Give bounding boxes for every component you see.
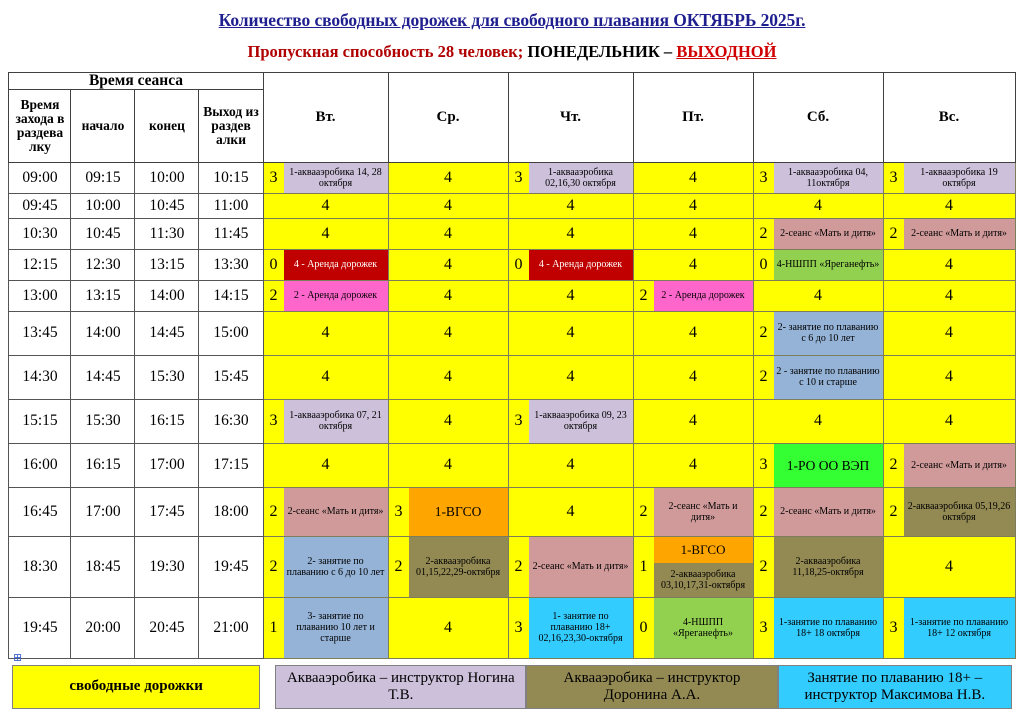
time-end: 20:45 [135, 597, 199, 658]
event-label[interactable]: 1-аквааэробика 19 октября [904, 163, 1015, 193]
time-end: 17:45 [135, 487, 199, 536]
time-end: 10:00 [135, 162, 199, 193]
cell-sat[interactable] [753, 311, 883, 355]
col-header-entry-time: Время заходa в раздева лку [9, 89, 71, 162]
time-entry: 16:00 [9, 443, 71, 487]
cell-wed[interactable] [388, 249, 508, 280]
cell-sun[interactable] [883, 249, 1015, 280]
cell-sat[interactable] [753, 399, 883, 443]
free-lanes-count: 4 [634, 163, 753, 193]
event-label[interactable]: 4-НШПП «Яреганефть» [774, 250, 883, 280]
free-lanes-count: 2 [884, 444, 904, 487]
free-lanes-count: 4 [389, 356, 508, 399]
time-exit: 11:00 [199, 193, 263, 218]
cell-sat[interactable] [753, 280, 883, 311]
cell-sat[interactable] [753, 193, 883, 218]
cell-sun[interactable] [883, 162, 1015, 193]
event-label[interactable]: 1-аквааэробика 07, 21 октября [284, 400, 388, 443]
event-label[interactable]: 2 - Аренда дорожек [284, 281, 388, 311]
cell-fri[interactable] [633, 249, 753, 280]
cell-thu[interactable] [508, 193, 633, 218]
cell-sat[interactable] [753, 249, 883, 280]
free-lanes-count: 1 [264, 598, 284, 658]
cell-fri[interactable] [633, 597, 753, 658]
table-row [9, 597, 1015, 658]
free-lanes-count: 4 [754, 194, 883, 218]
cell-fri[interactable] [633, 193, 753, 218]
time-end: 17:00 [135, 443, 199, 487]
free-lanes-count: 3 [264, 163, 284, 193]
cell-thu[interactable] [508, 280, 633, 311]
dayoff-text: ВЫХОДНОЙ [676, 42, 777, 61]
legend-item-aquaaerobics-doronina: Аквааэробика – инструктор Доронина А.А. [526, 665, 777, 709]
free-lanes-count: 4 [634, 312, 753, 355]
cell-fri[interactable] [633, 162, 753, 193]
free-lanes-count: 4 [389, 219, 508, 249]
free-lanes-count: 4 [884, 250, 1015, 280]
cell-tue[interactable] [263, 280, 388, 311]
free-lanes-count: 4 [634, 444, 753, 487]
free-lanes-count: 2 [264, 537, 284, 597]
free-lanes-count: 4 [389, 163, 508, 193]
time-end: 19:30 [135, 536, 199, 597]
cell-sat[interactable] [753, 487, 883, 536]
day-header-wed: Ср. [388, 73, 508, 163]
event-label[interactable]: 2-аквааэробика 11,18,25-октября [774, 537, 883, 597]
time-start: 13:15 [71, 280, 135, 311]
free-lanes-count: 4 [389, 250, 508, 280]
free-lanes-count: 4 [264, 444, 388, 487]
cell-wed[interactable] [388, 218, 508, 249]
time-start: 16:15 [71, 443, 135, 487]
free-lanes-count: 2 [509, 537, 529, 597]
cell-sun[interactable] [883, 443, 1015, 487]
time-entry: 09:45 [9, 193, 71, 218]
event-label[interactable]: 2-сеанс «Мать и дитя» [904, 219, 1015, 249]
free-lanes-count: 2 [754, 356, 774, 399]
time-start: 18:45 [71, 536, 135, 597]
cell-sat[interactable] [753, 218, 883, 249]
event-label[interactable]: 2 - Аренда дорожек [654, 281, 753, 311]
free-lanes-count: 4 [389, 312, 508, 355]
capacity-text: Пропускная способность 28 человек; [247, 42, 524, 61]
legend-item-aquaaerobics-nogina: Аквааэробика – инструктор Ногина Т.В. [275, 665, 526, 709]
free-lanes-count: 4 [754, 400, 883, 443]
time-entry: 15:15 [9, 399, 71, 443]
free-lanes-count: 1 [634, 537, 654, 597]
event-label[interactable]: 4 - Аренда дорожек [529, 250, 633, 280]
free-lanes-count: 4 [389, 598, 508, 658]
free-lanes-count: 4 [634, 250, 753, 280]
monday-text: ПОНЕДЕЛЬНИК – [523, 42, 677, 61]
time-start: 17:00 [71, 487, 135, 536]
free-lanes-count: 2 [884, 488, 904, 536]
page-title: Количество свободных дорожек для свободного плавания ОКТЯБРЬ 2025г. [218, 10, 806, 30]
cell-wed[interactable] [388, 399, 508, 443]
time-exit: 17:15 [199, 443, 263, 487]
time-entry: 14:30 [9, 355, 71, 399]
col-header-end: конец [135, 89, 199, 162]
cell-fri[interactable] [633, 487, 753, 536]
cell-wed[interactable] [388, 443, 508, 487]
cell-tue[interactable] [263, 355, 388, 399]
cell-wed[interactable] [388, 162, 508, 193]
free-lanes-count: 2 [754, 312, 774, 355]
free-lanes-count: 4 [264, 356, 388, 399]
free-lanes-count: 2 [754, 219, 774, 249]
time-exit: 15:45 [199, 355, 263, 399]
cell-thu[interactable] [508, 218, 633, 249]
time-exit: 13:30 [199, 249, 263, 280]
time-entry: 13:45 [9, 311, 71, 355]
cell-sat[interactable] [753, 355, 883, 399]
col-header-exit-time: Выход из раздев алки [199, 89, 263, 162]
event-label[interactable]: 1-аквааэробика 09, 23 октября [529, 400, 633, 443]
time-exit: 21:00 [199, 597, 263, 658]
event-label[interactable]: 1- занятие по плаванию 18+ 02,16,23,30-октября [529, 598, 633, 658]
time-exit: 15:00 [199, 311, 263, 355]
free-lanes-count: 3 [509, 400, 529, 443]
event-stack [654, 537, 753, 597]
event-label[interactable]: 1-занятие по плаванию 18+ 12 октября [904, 598, 1015, 658]
event-label[interactable]: 2-сеанс «Мать и дитя» [904, 444, 1015, 487]
cell-fri[interactable] [633, 399, 753, 443]
event-label[interactable]: 2-аквааэробика 03,10,17,31-октября [654, 563, 753, 597]
corner-marker: ⊞ [13, 651, 23, 664]
day-header-sun: Вс. [883, 73, 1015, 163]
cell-tue[interactable] [263, 536, 388, 597]
free-lanes-count: 2 [264, 281, 284, 311]
free-lanes-count: 4 [884, 281, 1015, 311]
cell-thu[interactable] [508, 487, 633, 536]
cell-sun[interactable] [883, 536, 1015, 597]
event-label[interactable]: 2-сеанс «Мать и дитя» [654, 488, 753, 536]
free-lanes-count: 4 [884, 194, 1015, 218]
day-header-sat: Сб. [753, 73, 883, 163]
free-lanes-count: 4 [264, 194, 388, 218]
free-lanes-count: 4 [509, 312, 633, 355]
table-row [9, 280, 1015, 311]
cell-sun[interactable] [883, 193, 1015, 218]
cell-wed[interactable] [388, 355, 508, 399]
free-lanes-count: 3 [884, 163, 904, 193]
cell-sat[interactable] [753, 536, 883, 597]
event-label[interactable]: 3- занятие по плаванию 10 лет и старше [284, 598, 388, 658]
time-exit: 14:15 [199, 280, 263, 311]
time-end: 10:45 [135, 193, 199, 218]
free-lanes-count: 2 [389, 537, 409, 597]
free-lanes-count: 2 [634, 281, 654, 311]
cell-wed[interactable] [388, 280, 508, 311]
cell-tue[interactable] [263, 443, 388, 487]
time-entry: 16:45 [9, 487, 71, 536]
subtitle-line [0, 42, 1024, 62]
cell-sat[interactable] [753, 443, 883, 487]
free-lanes-count: 4 [389, 194, 508, 218]
free-lanes-count: 4 [634, 356, 753, 399]
time-entry: 12:15 [9, 249, 71, 280]
cell-wed[interactable] [388, 536, 508, 597]
free-lanes-count: 3 [754, 598, 774, 658]
time-entry: 18:30 [9, 536, 71, 597]
free-lanes-count: 3 [754, 163, 774, 193]
event-label[interactable]: 1-аквааэробика 02,16,30 октября [529, 163, 633, 193]
cell-thu[interactable] [508, 249, 633, 280]
cell-wed[interactable] [388, 311, 508, 355]
cell-sun[interactable] [883, 218, 1015, 249]
free-lanes-count: 4 [509, 444, 633, 487]
free-lanes-count: 3 [754, 444, 774, 487]
time-entry: 10:30 [9, 218, 71, 249]
cell-fri[interactable] [633, 280, 753, 311]
time-start: 09:15 [71, 162, 135, 193]
table-row [9, 311, 1015, 355]
table-row [9, 399, 1015, 443]
time-start: 10:45 [71, 218, 135, 249]
event-label[interactable]: 1-аквааэробика 04, 11октября [774, 163, 883, 193]
legend [12, 651, 1012, 709]
event-label[interactable]: 2-сеанс «Мать и дитя» [774, 488, 883, 536]
cell-fri[interactable] [633, 443, 753, 487]
cell-tue[interactable] [263, 487, 388, 536]
free-lanes-count: 4 [754, 281, 883, 311]
event-label[interactable]: 1-РО ОО ВЭП [774, 444, 883, 487]
cell-fri[interactable] [633, 536, 753, 597]
event-label[interactable]: 1-ВГСО [409, 488, 508, 536]
cell-fri[interactable] [633, 355, 753, 399]
table-row [9, 162, 1015, 193]
time-start: 12:30 [71, 249, 135, 280]
table-body [9, 162, 1015, 658]
free-lanes-count: 4 [264, 219, 388, 249]
time-end: 14:45 [135, 311, 199, 355]
time-exit: 10:15 [199, 162, 263, 193]
table-row [9, 443, 1015, 487]
cell-sun[interactable] [883, 399, 1015, 443]
free-lanes-count: 4 [884, 312, 1015, 355]
free-lanes-count: 4 [634, 194, 753, 218]
event-label[interactable]: 1-ВГСО [654, 537, 753, 563]
free-lanes-count: 3 [509, 163, 529, 193]
time-exit: 16:30 [199, 399, 263, 443]
event-label[interactable]: 2 - занятие по плаванию с 10 и старше [774, 356, 883, 399]
time-entry: 13:00 [9, 280, 71, 311]
cell-thu[interactable] [508, 443, 633, 487]
cell-sat[interactable] [753, 162, 883, 193]
time-end: 13:15 [135, 249, 199, 280]
table-head [9, 73, 1015, 163]
free-lanes-count: 3 [264, 400, 284, 443]
free-lanes-count: 0 [509, 250, 529, 280]
cell-thu[interactable] [508, 355, 633, 399]
event-label[interactable]: 2-аквааэробика 05,19,26 октября [904, 488, 1015, 536]
table-row [9, 536, 1015, 597]
time-start: 15:30 [71, 399, 135, 443]
time-exit: 11:45 [199, 218, 263, 249]
free-lanes-count: 0 [634, 598, 654, 658]
event-label[interactable]: 4-НШПП «Яреганефть» [654, 598, 753, 658]
free-lanes-count: 2 [884, 219, 904, 249]
time-start: 14:45 [71, 355, 135, 399]
cell-fri[interactable] [633, 311, 753, 355]
event-label[interactable]: 1-занятие по плаванию 18+ 18 октября [774, 598, 883, 658]
cell-sun[interactable] [883, 487, 1015, 536]
cell-tue[interactable] [263, 399, 388, 443]
event-label[interactable]: 2-сеанс «Мать и дитя» [774, 219, 883, 249]
event-label[interactable]: 2-сеанс «Мать и дитя» [529, 537, 633, 597]
free-lanes-count: 4 [634, 219, 753, 249]
time-end: 14:00 [135, 280, 199, 311]
day-header-thu: Чт. [508, 73, 633, 163]
cell-sun[interactable] [883, 311, 1015, 355]
cell-tue[interactable] [263, 218, 388, 249]
free-lanes-count: 4 [509, 194, 633, 218]
free-lanes-count: 3 [509, 598, 529, 658]
time-start: 10:00 [71, 193, 135, 218]
schedule-table [8, 72, 1015, 659]
cell-wed[interactable] [388, 487, 508, 536]
day-header-fri: Пт. [633, 73, 753, 163]
free-lanes-count: 3 [884, 598, 904, 658]
legend-spacer [260, 665, 275, 709]
group-header-session-time: Время сеанса [9, 73, 263, 90]
time-exit: 19:45 [199, 536, 263, 597]
cell-sun[interactable] [883, 280, 1015, 311]
col-header-start: начало [71, 89, 135, 162]
free-lanes-count: 2 [754, 488, 774, 536]
time-exit: 18:00 [199, 487, 263, 536]
free-lanes-count: 4 [264, 312, 388, 355]
table-row [9, 355, 1015, 399]
table-row [9, 218, 1015, 249]
cell-thu[interactable] [508, 399, 633, 443]
time-end: 15:30 [135, 355, 199, 399]
table-row [9, 249, 1015, 280]
free-lanes-count: 4 [389, 400, 508, 443]
event-label[interactable]: 2-аквааэробика 01,15,22,29-октября [409, 537, 508, 597]
event-label[interactable]: 4 - Аренда дорожек [284, 250, 388, 280]
event-label[interactable]: 1-аквааэробика 14, 28 октября [284, 163, 388, 193]
cell-tue[interactable] [263, 597, 388, 658]
cell-wed[interactable] [388, 597, 508, 658]
free-lanes-count: 2 [754, 537, 774, 597]
cell-thu[interactable] [508, 597, 633, 658]
free-lanes-count: 4 [389, 281, 508, 311]
free-lanes-count: 4 [509, 281, 633, 311]
free-lanes-count: 0 [754, 250, 774, 280]
time-entry: 19:45 [9, 597, 71, 658]
cell-tue[interactable] [263, 193, 388, 218]
cell-thu[interactable] [508, 311, 633, 355]
legend-item-swimming-maksimova: Занятие по плаванию 18+ – инструктор Максимова Н.В. [778, 665, 1012, 709]
event-label[interactable]: 2-сеанс «Мать и дитя» [284, 488, 388, 536]
free-lanes-count: 4 [509, 219, 633, 249]
free-lanes-count: 4 [884, 537, 1015, 597]
table-row [9, 193, 1015, 218]
cell-tue[interactable] [263, 162, 388, 193]
cell-wed[interactable] [388, 193, 508, 218]
cell-thu[interactable] [508, 536, 633, 597]
cell-tue[interactable] [263, 311, 388, 355]
table-row [9, 487, 1015, 536]
cell-sun[interactable] [883, 597, 1015, 658]
time-end: 16:15 [135, 399, 199, 443]
time-start: 20:00 [71, 597, 135, 658]
free-lanes-count: 4 [509, 356, 633, 399]
cell-sat[interactable] [753, 597, 883, 658]
free-lanes-count: 4 [509, 488, 633, 536]
title-block [0, 0, 1024, 62]
cell-thu[interactable] [508, 162, 633, 193]
free-lanes-count: 2 [264, 488, 284, 536]
event-label[interactable]: 2- занятие по плаванию с 6 до 10 лет [284, 537, 388, 597]
free-lanes-count: 4 [884, 400, 1015, 443]
event-label[interactable]: 2- занятие по плаванию с 6 до 10 лет [774, 312, 883, 355]
free-lanes-count: 3 [389, 488, 409, 536]
free-lanes-count: 4 [634, 400, 753, 443]
free-lanes-count: 4 [884, 356, 1015, 399]
time-start: 14:00 [71, 311, 135, 355]
free-lanes-count: 2 [634, 488, 654, 536]
header-row-group [9, 73, 1015, 90]
day-header-tue: Вт. [263, 73, 388, 163]
time-entry: 09:00 [9, 162, 71, 193]
legend-item-free-lanes: свободные дорожки [12, 665, 260, 709]
free-lanes-count: 0 [264, 250, 284, 280]
cell-sun[interactable] [883, 355, 1015, 399]
cell-tue[interactable] [263, 249, 388, 280]
free-lanes-count: 4 [389, 444, 508, 487]
cell-fri[interactable] [633, 218, 753, 249]
time-end: 11:30 [135, 218, 199, 249]
